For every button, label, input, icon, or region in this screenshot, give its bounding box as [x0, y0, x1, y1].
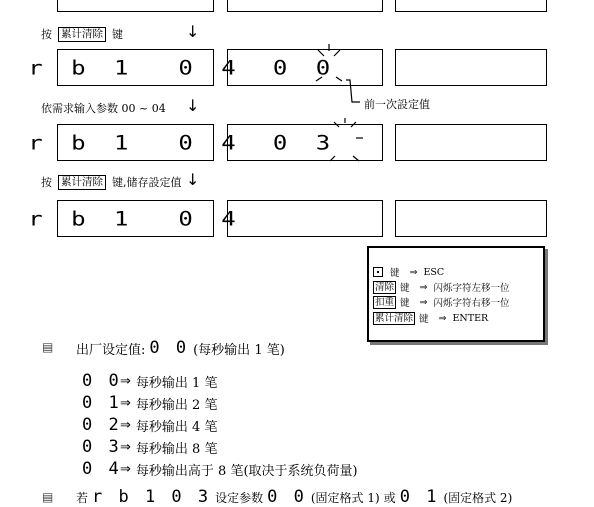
display-value-top [227, 0, 383, 12]
dot-key-icon [373, 267, 383, 277]
note-icon: ▤ [42, 340, 54, 354]
legend-row-enter: 累计清除 键 ⇒ ENTER [375, 312, 489, 325]
key-legend [367, 246, 545, 342]
clear-key-label: 累计清除 [58, 175, 106, 190]
double-arrow-icon: ⇒ [120, 439, 131, 455]
legend-row-esc: 键 ⇒ ESC [373, 265, 444, 279]
param-readout: r b 1 0 4 [28, 207, 243, 230]
display-extra-top [395, 0, 547, 12]
format-note: 若 r b 1 0 3 设定参数 0 0 (固定格式 1) 或 0 1 (固定格式 2) [76, 487, 513, 507]
note-icon: ▤ [42, 490, 54, 504]
arrow-down-icon: ↓ [186, 170, 200, 189]
factory-default: 出厂设定值: 0 0 (每秒输出 1 笔) [76, 338, 285, 358]
option-row: 0 1 ⇒ 每秒输出 2 笔 [82, 393, 218, 413]
display-extra-1 [395, 49, 547, 86]
previous-setting-note: 前一次設定值 [364, 98, 430, 111]
option-row: 0 2 ⇒ 每秒输出 4 笔 [82, 415, 218, 435]
double-arrow-icon: ⇒ [438, 312, 447, 324]
legend-row-left: 清除 键 ⇒ 闪烁字符左移一位 [375, 281, 510, 294]
arrow-down-icon: ↓ [186, 22, 200, 41]
double-arrow-icon: ⇒ [120, 395, 131, 411]
display-param-top [57, 0, 214, 12]
factory-code: 0 0 [149, 338, 190, 358]
double-arrow-icon: ⇒ [120, 461, 131, 477]
display-extra-2 [395, 124, 547, 161]
option-row: 0 4 ⇒ 每秒输出高于 8 笔(取决于系统负荷量) [82, 459, 358, 479]
clear-key: 清除 [375, 281, 395, 293]
param-readout: r b 1 0 4 [28, 56, 243, 79]
tare-key: 扣重 [375, 296, 395, 308]
double-arrow-icon: ⇒ [419, 296, 428, 308]
double-arrow-icon: ⇒ [409, 266, 418, 278]
param-readout: r b 1 0 4 [28, 131, 243, 154]
display-param-1 [28, 49, 243, 86]
value-readout: 0 3 [272, 131, 338, 154]
double-arrow-icon: ⇒ [120, 417, 131, 433]
step-enter-value: 依需求输入参数 00 ~ 04 [41, 102, 166, 115]
legend-row-right: 扣重 键 ⇒ 闪烁字符右移一位 [375, 296, 510, 309]
step-press-save: 按 累计清除 键,储存設定值 [41, 175, 182, 189]
display-param-2 [28, 124, 243, 161]
step-press-clear: 按 累计清除 键 [41, 27, 123, 41]
clear-key-label: 累计清除 [58, 27, 106, 42]
arrow-down-icon: ↓ [186, 96, 200, 115]
option-row: 0 3 ⇒ 每秒输出 8 笔 [82, 437, 218, 457]
option-row: 0 0 ⇒ 每秒输出 1 笔 [82, 371, 218, 391]
double-arrow-icon: ⇒ [120, 373, 131, 389]
blink-marks-2 [320, 118, 380, 168]
accum-clear-key: 累计清除 [375, 312, 414, 324]
double-arrow-icon: ⇒ [419, 281, 428, 293]
display-value-3 [227, 200, 383, 237]
display-extra-3 [395, 200, 547, 237]
display-param-3 [28, 200, 243, 237]
value-readout: 0 0 [272, 56, 338, 79]
